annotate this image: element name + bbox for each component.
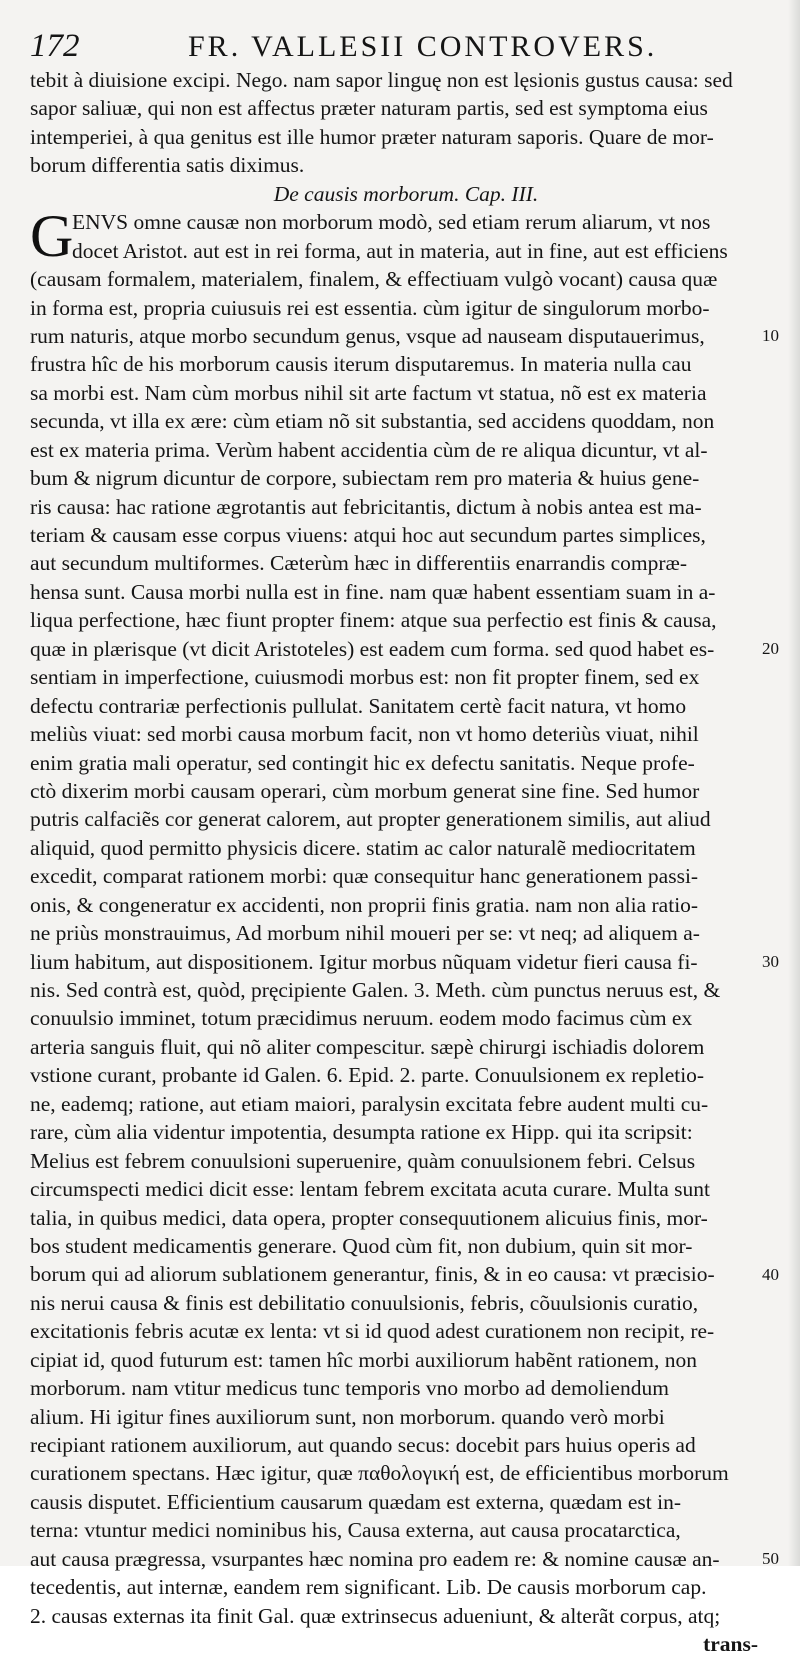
text-line: rare, cùm alia videntur impotentia, desumpta ratione ex Hipp. qui ita scripsit: xyxy=(30,1120,693,1145)
page-edge-shadow xyxy=(788,0,800,1566)
text-line: ne priùs monstrauimus, Ad morbum nihil moueri per se: vt neq; ad aliquem a- xyxy=(30,921,700,946)
margin-line-number: 30 xyxy=(762,951,779,971)
text-line: (causam formalem, materialem, finalem, & effectiuam vulgò vocant) causa quæ xyxy=(30,267,718,292)
text-line: terna: vtuntur medici nominibus his, Causa externa, aut causa procatarctica, xyxy=(30,1518,681,1543)
text-line: sapor saliuæ, qui non est affectus præter naturam partis, sed est symptoma eius xyxy=(30,96,708,121)
text-line: aut secundum multiformes. Cæterùm hæc in differentiis enarrandis compræ- xyxy=(30,551,687,576)
second-line: docet Aristot. aut est in rei forma, aut in materia, aut in fine, aut est efficiens xyxy=(72,238,728,263)
margin-line-number: 10 xyxy=(762,326,779,346)
text-line: rum naturis, atque morbo secundum genus, vsque ad nauseam disputauerimus, xyxy=(30,323,705,348)
text-line: sentiam in imperfectione, cuiusmodi morbus est: non fit propter finem, sed ex xyxy=(30,665,700,690)
text-line: curationem spectans. Hæc igitur, quæ παθολογική est, de efficientibus morborum xyxy=(30,1461,729,1486)
running-head: FR. VALLESII CONTROVERS. xyxy=(188,30,658,63)
drop-cap: G xyxy=(30,203,74,270)
text-line: tebit à diuisione excipi. Nego. nam sapor linguę non est lęsionis gustus causa: sed xyxy=(30,68,733,92)
page-header xyxy=(30,28,760,70)
text-line: alium. Hi igitur fines auxiliorum sunt, non morborum. quando verò morbi xyxy=(30,1404,665,1429)
text-line: sa morbi est. Nam cùm morbus nihil sit arte factum vt statua, nõ est ex materia xyxy=(30,380,707,405)
text-line: borum differentia satis diximus. xyxy=(30,153,305,178)
text-line: circumspecti medici dicit esse: lentam febrem excitata acuta curare. Multa sunt xyxy=(30,1177,710,1202)
page-number: 172 xyxy=(30,28,80,64)
text-line: est ex materia prima. Verùm habent accidentia cùm de re aliqua dicuntur, vt al- xyxy=(30,437,708,462)
text-line: cipiat id, quod futurum est: tamen hîc morbi auxiliorum habẽnt rationem, non xyxy=(30,1347,697,1372)
chapter-heading: De causis morborum. Cap. III. xyxy=(273,181,539,206)
text-line: ctò dixerim morbi causam operari, cùm morbum generat sine fine. Sed humor xyxy=(30,778,700,803)
text-line: conuulsio imminet, totum præcidimus neruum. eodem modo facimus cùm ex xyxy=(30,1006,693,1031)
text-line: talia, in quibus medici, data opera, propter consequutionem alicuius finis, mor- xyxy=(30,1205,708,1230)
text-line: excedit, comparat rationem morbi: quæ consequitur hanc generationem passi- xyxy=(30,864,699,889)
text-line: defectu contrariæ perfectionis pullulat. Sanitatem certè facit natura, vt homo xyxy=(30,693,687,718)
body-lines xyxy=(30,265,762,1630)
text-line: tecedentis, aut internæ, eandem rem significant. Lib. De causis morborum cap. xyxy=(30,1575,707,1600)
text-line: in forma est, propria cuiusuis rei est essentia. cùm igitur de singulorum morbo- xyxy=(30,295,710,320)
margin-line-number: 50 xyxy=(762,1549,779,1569)
text-line: 2. causas externas ita finit Gal. quæ extrinsecus adueniunt, & alterãt corpus, atq; xyxy=(30,1603,721,1628)
text-line: recipiant rationem auxiliorum, aut quando secus: docebit pars huius operis ad xyxy=(30,1433,696,1457)
text-line: nis nerui causa & finis est debilitatio conuulsionis, febris, cõuulsionis curatio, xyxy=(30,1290,699,1315)
text-line: ne, eademq; ratione, aut etiam maiori, paralysin excitata febre audent multi cu- xyxy=(30,1091,709,1116)
text-line: excitationis febris acutæ ex lenta: vt si id quod adest curationem non recipit, re- xyxy=(30,1319,715,1344)
text-line: bos student medicamentis generare. Quod cùm fit, non dubium, quin sit mor- xyxy=(30,1233,693,1258)
text-line: liqua perfectione, hæc fiunt propter finem: atque sua perfectio est finis & causa, xyxy=(30,608,717,633)
text-line: lium habitum, aut dispositionem. Igitur morbus nũquam videtur fieri causa fi- xyxy=(30,949,698,974)
text-line: meliùs viuat: sed morbi causa morbum facit, non vt homo deteriùs viuat, nihil xyxy=(30,722,699,747)
margin-line-number: 40 xyxy=(762,1264,779,1284)
text-line: teriam & causam esse corpus viuens: atqui hoc aut secundum partes simplices, xyxy=(30,523,706,547)
text-line: secunda, vt illa ex ære: cùm etiam nõ sit substantia, sed accidens quoddam, non xyxy=(30,409,715,434)
text-line: putris calfaciẽs cor generat calorem, aut propter generationem similis, aut aliud xyxy=(30,807,711,832)
text-line: frustra hîc de his morborum causis iterum disputaremus. In materia nulla cau xyxy=(30,352,692,377)
text-line: enim gratia mali operatur, sed contingit hic ex defectu sanitatis. Neque profe- xyxy=(30,750,695,775)
text-line: morborum. nam vtitur medicus tunc temporis vno morbo ad demoliendum xyxy=(30,1376,669,1401)
text-line: causis disputet. Efficientium causarum quædam est externa, quædam est in- xyxy=(30,1489,682,1514)
text-line: Melius est febrem conuulsioni superuenire, quàm conuulsionem febri. Celsus xyxy=(30,1148,696,1173)
text-line: aut causa prægressa, vsurpantes hæc nomina pro eadem re: & nomine causæ an- xyxy=(30,1546,720,1571)
text-line: ris causa: hac ratione ægrotantis aut febricitantis, dictum à nobis antea est ma- xyxy=(30,494,702,519)
text-line: nis. Sed contrà est, quòd, pręcipiente Galen. 3. Meth. cùm punctus neruus est, & xyxy=(30,978,721,1002)
text-line: arteria sanguis fluit, qui nõ aliter compescitur. sæpè chirurgi ischiadis dolorem xyxy=(30,1034,705,1059)
text-line: quæ in plærisque (vt dicit Aristoteles) est eadem cum forma. sed quod habet es- xyxy=(30,636,715,661)
text-line: intemperiei, à qua genitus est ille humor præter naturam saporis. Quare de mor- xyxy=(30,124,714,149)
text-line: vstione curant, probante id Galen. 6. Epid. 2. parte. Conuulsionem ex repletio- xyxy=(30,1063,705,1088)
text-line: aliquid, quod permitto physicis dicere. statim ac calor naturalẽ mediocritatem xyxy=(30,835,696,860)
text-line: borum qui ad aliorum sublationem generantur, finis, & in eo causa: vt præcisio- xyxy=(30,1262,715,1287)
catchword: trans- xyxy=(703,1632,758,1657)
text-line: hensa sunt. Causa morbi nulla est in fine. nam quæ habent essentiam suam in a- xyxy=(30,579,716,604)
main-text-block xyxy=(30,66,762,1659)
text-line: bum & nigrum dicuntur de corpore, subiectam rem pro materia & huius gene- xyxy=(30,466,700,491)
text-line: onis, & congeneratur ex accidenti, non proprii finis gratia. nam non alia ratio- xyxy=(30,892,699,917)
opening-line-text: ENVS omne causæ non morborum modò, sed etiam rerum aliarum, vt nos xyxy=(72,210,711,235)
margin-line-number: 20 xyxy=(762,639,779,658)
